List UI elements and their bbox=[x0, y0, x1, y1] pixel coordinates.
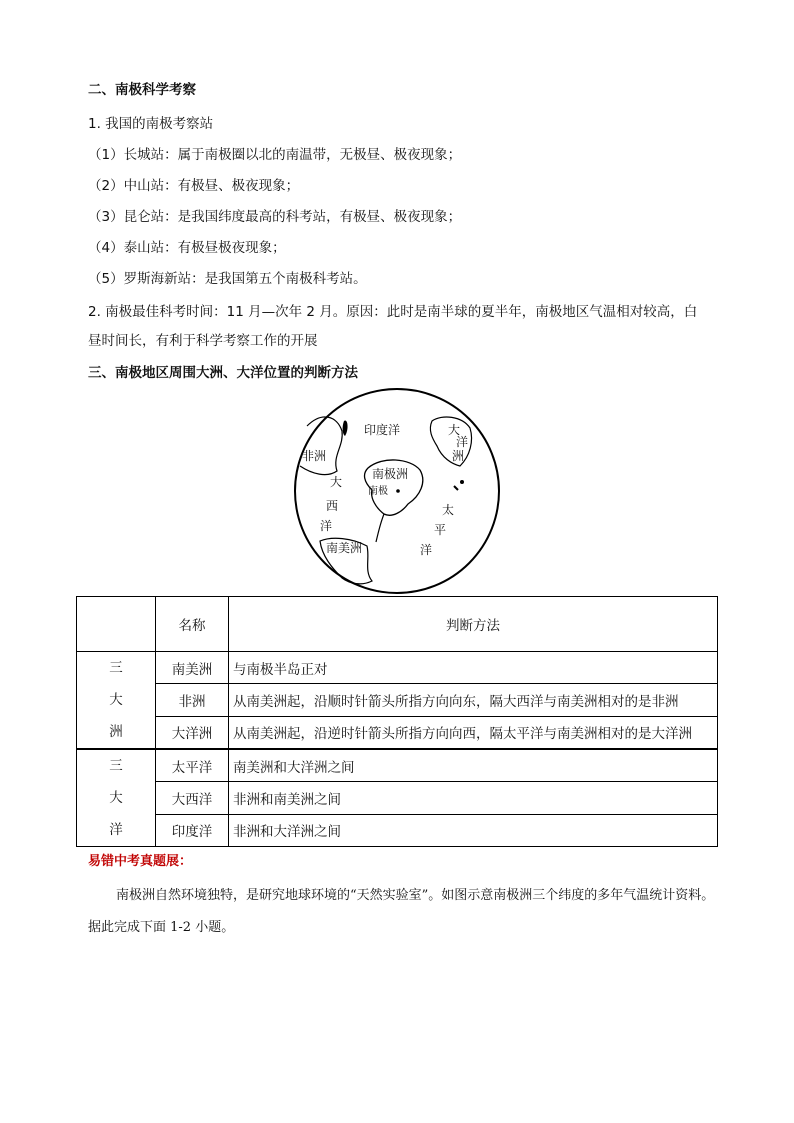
label-africa: 非洲 bbox=[302, 449, 327, 463]
south-pole-dot bbox=[396, 489, 400, 493]
label-oceania-2: 洋 bbox=[456, 435, 469, 449]
station-great-wall: （1）长城站：属于南极圈以北的南温带，无极昼、极夜现象； bbox=[88, 147, 462, 163]
item-stations-heading: 1. 我国的南极考察站 bbox=[88, 116, 214, 132]
table-row bbox=[77, 782, 718, 814]
section-title-antarctic-research: 二、南极科学考察 bbox=[88, 82, 196, 98]
row-method: 南美洲和大洋洲之间 bbox=[229, 749, 718, 782]
group-char: 三 bbox=[109, 660, 123, 676]
row-name: 印度洋 bbox=[156, 814, 229, 846]
best-time-line-2: 昼时间长，有利于科学考察工作的开展 bbox=[88, 333, 318, 349]
best-time-line-1: 2. 南极最佳科考时间：11 月—次年 2 月。原因：此时是南半球的夏半年，南极地区气温相对较高，白 bbox=[88, 304, 698, 320]
group-char: 洲 bbox=[109, 724, 123, 740]
group-char: 大 bbox=[109, 692, 123, 708]
row-method: 非洲和大洋洲之间 bbox=[229, 814, 718, 846]
table-row bbox=[77, 814, 718, 846]
label-oceania-3: 洲 bbox=[452, 449, 465, 463]
label-atlantic-3: 洋 bbox=[320, 519, 333, 533]
header-empty-cell bbox=[77, 597, 156, 652]
row-name: 大西洋 bbox=[156, 782, 229, 814]
row-method: 从南美洲起，沿逆时针箭头所指方向向西，隔太平洋与南美洲相对的是大洋洲 bbox=[229, 716, 718, 749]
row-name: 太平洋 bbox=[156, 749, 229, 782]
group-char: 三 bbox=[109, 758, 123, 774]
group-char: 大 bbox=[109, 790, 123, 806]
label-pacific-2: 平 bbox=[434, 523, 447, 537]
label-indian-ocean: 印度洋 bbox=[364, 423, 401, 437]
label-pacific-1: 太 bbox=[442, 503, 455, 517]
label-antarctica: 南极洲 bbox=[372, 467, 409, 481]
judgement-table bbox=[76, 596, 718, 847]
group-oceans bbox=[77, 749, 156, 847]
station-kunlun: （3）昆仑站：是我国纬度最高的科考站，有极昼、极夜现象； bbox=[88, 209, 462, 225]
row-method: 与南极半岛正对 bbox=[229, 652, 718, 684]
station-taishan: （4）泰山站：有极昼极夜现象； bbox=[88, 240, 286, 256]
row-name: 非洲 bbox=[156, 684, 229, 716]
antarctic-map-svg bbox=[292, 386, 502, 596]
exam-heading: 易错中考真题展： bbox=[88, 854, 193, 869]
station-zhongshan: （2）中山站：有极昼、极夜现象； bbox=[88, 178, 300, 194]
table-row bbox=[77, 716, 718, 749]
label-south-america: 南美洲 bbox=[326, 541, 363, 555]
row-method: 非洲和南美洲之间 bbox=[229, 782, 718, 814]
station-ross-sea: （5）罗斯海新站：是我国第五个南极科考站。 bbox=[88, 271, 367, 287]
antarctic-map bbox=[292, 386, 502, 596]
header-name: 名称 bbox=[156, 597, 229, 652]
row-name: 大洋洲 bbox=[156, 716, 229, 749]
row-name: 南美洲 bbox=[156, 652, 229, 684]
row-method: 从南美洲起，沿顺时针箭头所指方向向东，隔大西洋与南美洲相对的是非洲 bbox=[229, 684, 718, 716]
label-south-pole: 南极 bbox=[368, 486, 388, 497]
island-dot bbox=[460, 480, 464, 484]
group-continents bbox=[77, 652, 156, 750]
exam-paragraph: 南极洲自然环境独特，是研究地球环境的“天然实验室”。如图示意南极洲三个纬度的多年气温统计资料。据此完成下面 1-2 小题。 bbox=[88, 888, 715, 935]
group-char: 洋 bbox=[109, 822, 123, 838]
table-header-row bbox=[77, 597, 718, 652]
table-row bbox=[77, 652, 718, 684]
header-method: 判断方法 bbox=[229, 597, 718, 652]
section-title-judgement-method: 三、南极地区周围大洲、大洋位置的判断方法 bbox=[88, 365, 358, 381]
table-row bbox=[77, 749, 718, 782]
table-row bbox=[77, 684, 718, 716]
label-atlantic-2: 西 bbox=[326, 499, 339, 513]
label-pacific-3: 洋 bbox=[420, 543, 433, 557]
label-atlantic-1: 大 bbox=[330, 475, 343, 489]
label-oceania-1: 大 bbox=[448, 423, 461, 437]
